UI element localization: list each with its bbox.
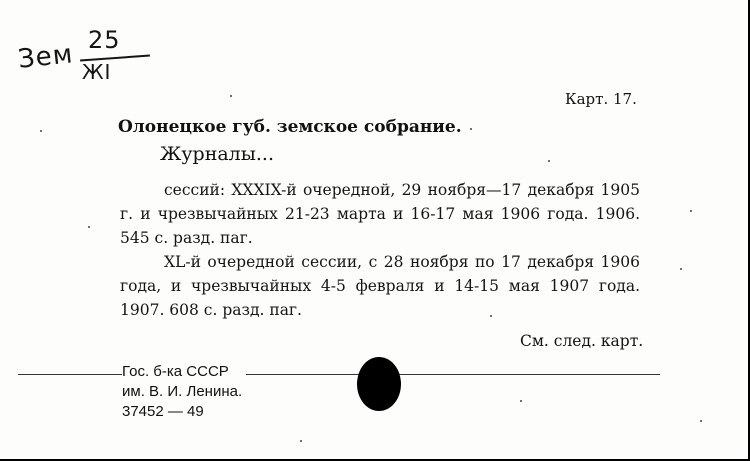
stamp-line-3: 37452 — 49 xyxy=(122,403,204,420)
punch-hole xyxy=(357,357,401,411)
stamp-line-1: Гос. б-ка СССР xyxy=(122,363,229,380)
speck xyxy=(520,400,522,402)
speck xyxy=(40,130,42,132)
entry-paragraph-2: XL-й очередной сессии, с 28 ноября по 17 декабря 1906 года, и чрезвычайных 4-5 февраля и 14-15 мая 1907 года. 1907. 608 с. разд. паг. xyxy=(120,253,640,319)
handwritten-subcode: ЖI xyxy=(82,60,112,84)
handwritten-number: 25 xyxy=(88,26,121,54)
speck xyxy=(700,420,702,422)
entry-paragraph-1: сессий: XXXIX-й очередной, 29 ноября—17 декабря 1905 г. и чрезвычайных 21-23 марта и 16-17 мая 1906 года. 1906. 545 с. разд. паг. xyxy=(120,181,640,247)
speck xyxy=(548,160,550,162)
card-heading: Олонецкое губ. земское собрание. xyxy=(118,117,462,137)
speck xyxy=(490,315,492,317)
card-number: Карт. 17. xyxy=(565,90,637,108)
speck xyxy=(230,95,232,97)
stamp-rule-line xyxy=(18,374,660,375)
speck xyxy=(300,440,302,442)
library-stamp xyxy=(122,362,246,422)
speck xyxy=(680,268,682,270)
speck xyxy=(690,210,692,212)
stamp-line-2: им. В. И. Ленина. xyxy=(122,383,243,400)
handwritten-code: Зем xyxy=(16,39,75,75)
speck xyxy=(470,128,472,130)
card-subheading: Журналы... xyxy=(160,143,274,165)
see-next-card-note: См. след. карт. xyxy=(520,332,644,350)
speck xyxy=(88,226,90,228)
